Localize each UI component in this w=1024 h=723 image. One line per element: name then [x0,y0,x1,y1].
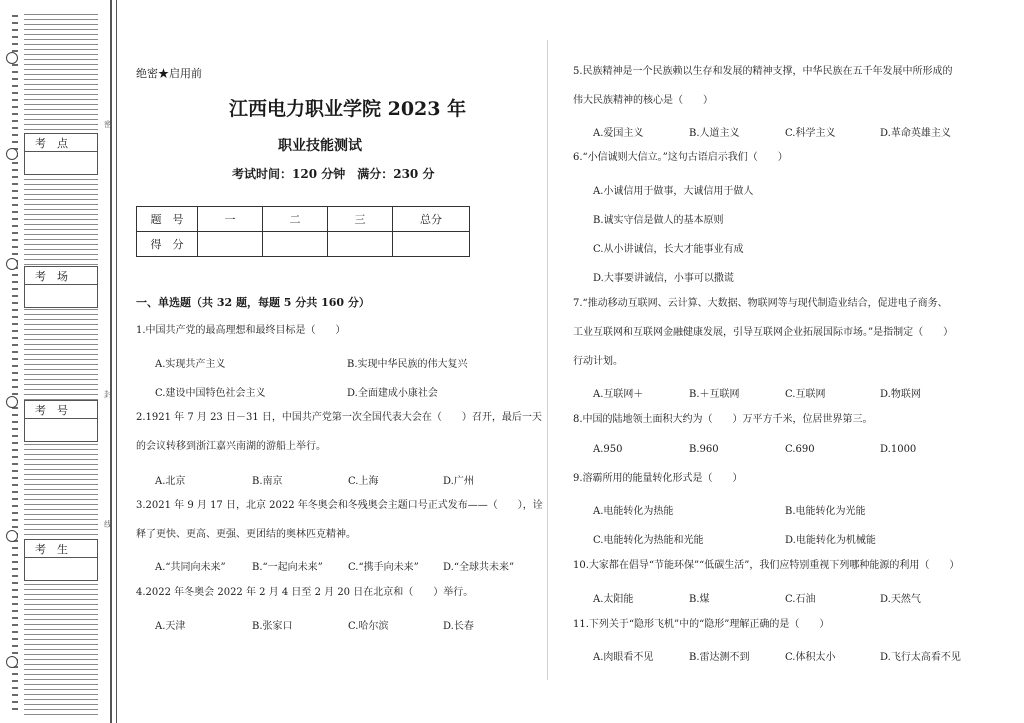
question-stem: 3.2021 年 9 月 17 日，北京 2022 年冬奥会和冬残奥会主题口号正式发布——（ ），诠 [136,500,543,511]
option-b[interactable]: B.雷达测不到 [689,652,750,663]
binding-hole [6,258,18,270]
secret-mark: 绝密★启用前 [136,67,202,80]
option-c[interactable]: C.上海 [348,476,379,487]
option-d[interactable]: D.1000 [880,444,917,455]
question-stem: 2.1921 年 7 月 23 日－31 日，中国共产党第一次全国代表大会在（ ）召开，最后一天 [136,412,542,423]
option-d[interactable]: D.电能转化为机械能 [785,535,876,546]
score-cell: 得 分 [137,232,198,257]
option-c[interactable]: C.科学主义 [785,128,836,139]
score-input-cell[interactable] [198,232,263,257]
binding-hole [6,656,18,668]
option-c[interactable]: C.电能转化为热能和光能 [593,535,704,546]
option-a[interactable]: A.北京 [155,476,186,487]
option-c[interactable]: C.体积太小 [785,652,836,663]
option-b[interactable]: B.“一起向未来” [252,562,323,573]
option-b[interactable]: B.张家口 [252,621,293,632]
option-d[interactable]: D.天然气 [880,594,921,605]
time-info: 考试时间：120 分钟 满分：230 分 [232,167,435,181]
seal-mark: 线 [104,520,112,529]
option-c[interactable]: C.“携手向未来” [348,562,419,573]
score-cell: 三 [328,207,393,232]
option-d[interactable]: D.大事要讲诚信，小事可以撒谎 [593,273,734,284]
question-stem: 6.“小信诚则大信立。”这句古语启示我们（ ） [573,152,788,163]
candidate-box[interactable] [24,558,98,581]
score-table-score-row [137,232,470,257]
option-d[interactable]: D.物联网 [880,389,921,400]
option-a[interactable]: A.太阳能 [593,594,634,605]
option-a[interactable]: A.互联网＋ [593,389,644,400]
seal-mark: 封 [104,390,112,399]
score-cell: 二 [263,207,328,232]
question-stem: 行动计划。 [573,356,623,367]
option-a[interactable]: A.爱国主义 [593,128,644,139]
binding-hole [6,52,18,64]
question-stem: 工业互联网和互联网金融健康发展，引导互联网企业拓展国际市场。”是指制定（ ） [573,327,954,338]
option-b[interactable]: B.煤 [689,594,710,605]
option-b[interactable]: B.＋互联网 [689,389,740,400]
question-stem: 5.民族精神是一个民族赖以生存和发展的精神支撑，中华民族在五千年发展中所形成的 [573,66,953,77]
exam-room-field[interactable] [24,266,98,308]
option-a[interactable]: A.天津 [155,621,186,632]
question-stem: 11.下列关于“隐形飞机”中的“隐形”理解正确的是（ ） [573,619,830,630]
question-stem: 4.2022 年冬奥会 2022 年 2 月 4 日至 2 月 20 日在北京和（ ）举行。 [136,587,474,598]
binding-hole [6,148,18,160]
option-a[interactable]: A.肉眼看不见 [593,652,654,663]
option-c[interactable]: C.从小讲诚信，长大才能事业有成 [593,244,744,255]
seal-mark: 密 [104,120,112,129]
option-c[interactable]: C.哈尔滨 [348,621,389,632]
score-input-cell[interactable] [393,232,470,257]
exam-number-field[interactable] [24,400,98,442]
score-input-cell[interactable] [328,232,393,257]
candidate-field[interactable] [24,539,98,581]
score-cell: 一 [198,207,263,232]
binding-hole [6,396,18,408]
option-c[interactable]: C.互联网 [785,389,826,400]
school-title: 江西电力职业学院 2023 年 [229,98,467,120]
binding-ruled-lines [24,10,98,715]
question-stem: 7.“推动移动互联网、云计算、大数据、物联网等与现代制造业结合，促进电子商务、 [573,298,948,309]
option-b[interactable]: B.诚实守信是做人的基本原则 [593,215,724,226]
option-b[interactable]: B.实现中华民族的伟大复兴 [347,359,468,370]
option-c[interactable]: C.690 [785,444,815,455]
option-d[interactable]: D.飞行太高看不见 [880,652,961,663]
option-b[interactable]: B.南京 [252,476,283,487]
option-a[interactable]: A.950 [593,444,623,455]
exam-site-label: 考 点 [24,133,98,152]
question-stem: 10.大家都在倡导“节能环保”“低碳生活”，我们应特别重视下列哪种能源的利用（ ） [573,560,960,571]
option-d[interactable]: D.革命英雄主义 [880,128,951,139]
score-table [136,206,470,257]
binding-edge-line [110,0,112,723]
section-title: 一、单选题（共 32 题，每题 5 分共 160 分） [136,296,370,309]
question-stem: 释了更快、更高、更强、更团结的奥林匹克精神。 [136,529,356,540]
exam-name: 职业技能测试 [278,138,362,154]
score-cell: 题 号 [137,207,198,232]
exam-room-box[interactable] [24,285,98,308]
question-stem: 9.溶霸所用的能量转化形式是（ ） [573,473,743,484]
binding-dash-line [12,10,18,715]
option-c[interactable]: C.石油 [785,594,816,605]
question-stem: 1.中国共产党的最高理想和最终目标是（ ） [136,325,346,336]
exam-site-box[interactable] [24,152,98,175]
option-a[interactable]: A.电能转化为热能 [593,506,674,517]
exam-room-label: 考 场 [24,266,98,285]
option-b[interactable]: B.960 [689,444,719,455]
option-d[interactable]: D.“全球共未来” [443,562,515,573]
question-stem: 8.中国的陆地领土面积大约为（ ）万平方千米，位居世界第三。 [573,414,873,425]
exam-number-box[interactable] [24,419,98,442]
score-table-header-row [137,207,470,232]
option-d[interactable]: D.全面建成小康社会 [347,388,438,399]
option-a[interactable]: A.小诚信用于做事，大诚信用于做人 [593,186,754,197]
score-cell: 总分 [393,207,470,232]
binding-strip [0,0,118,723]
candidate-label: 考 生 [24,539,98,558]
option-a[interactable]: A.实现共产主义 [155,359,226,370]
option-d[interactable]: D.广州 [443,476,474,487]
binding-hole [6,530,18,542]
option-a[interactable]: A.“共同向未来” [155,562,226,573]
question-stem: 伟大民族精神的核心是（ ） [573,95,713,106]
option-b[interactable]: B.人道主义 [689,128,740,139]
question-stem: 的会议转移到浙江嘉兴南湖的游船上举行。 [136,441,326,452]
score-input-cell[interactable] [263,232,328,257]
option-d[interactable]: D.长春 [443,621,474,632]
exam-number-label: 考 号 [24,400,98,419]
exam-site-field[interactable] [24,133,98,175]
option-b[interactable]: B.电能转化为光能 [785,506,866,517]
page-divider [547,40,548,680]
binding-edge-line-2 [116,0,117,723]
option-c[interactable]: C.建设中国特色社会主义 [155,388,266,399]
